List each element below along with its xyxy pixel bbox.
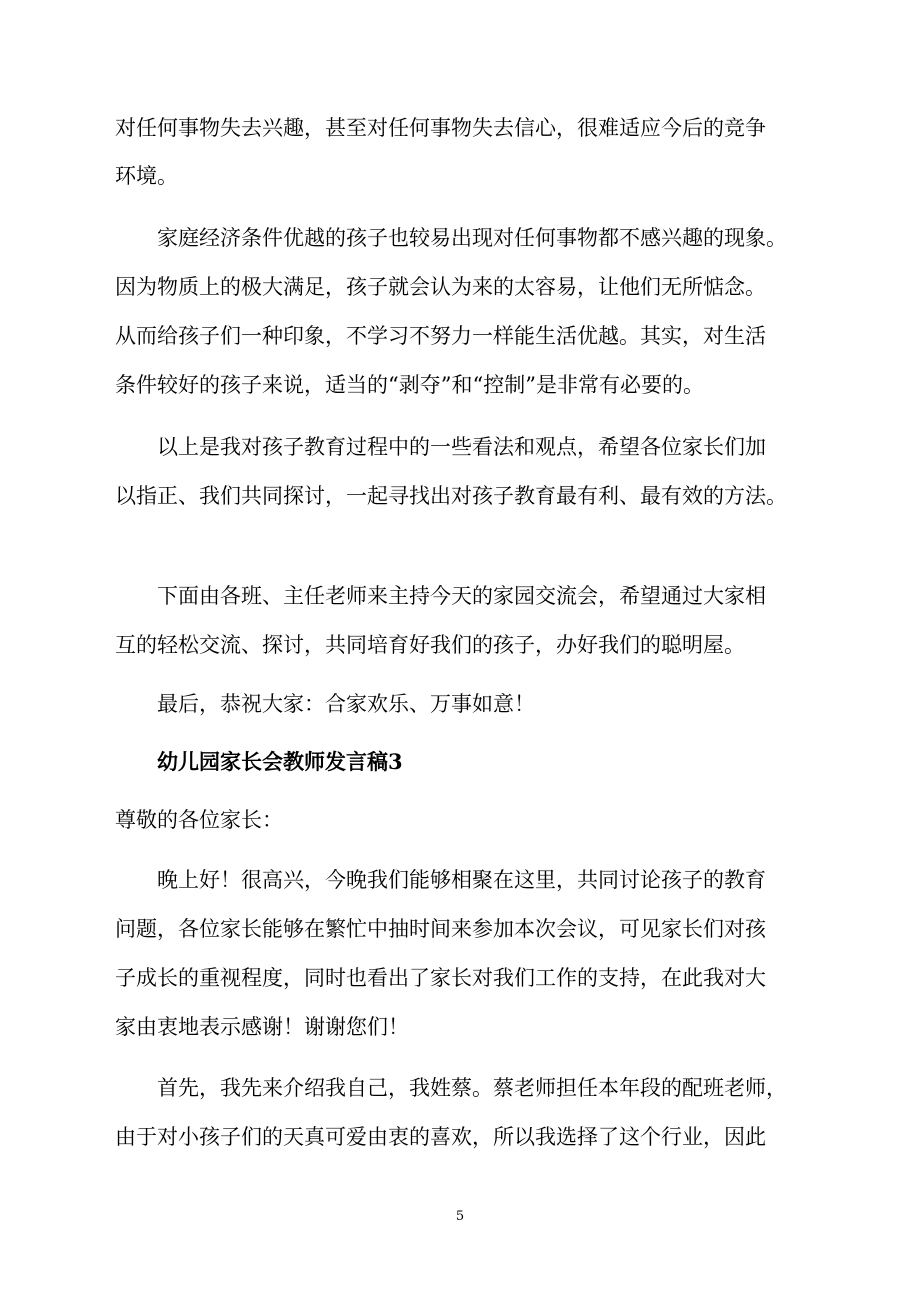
paragraph-line: 环境。 [115,164,178,188]
paragraph-line: 晚上好！很高兴，今晚我们能够相聚在这里，共同讨论孩子的教育 [157,868,766,892]
paragraph-line: 家庭经济条件优越的孩子也较易出现对任何事物都不感兴趣的现象。 [157,226,787,250]
paragraph-line: 从而给孩子们一种印象，不学习不努力一样能生活优越。其实，对生活 [115,324,766,348]
paragraph-line: 因为物质上的极大满足，孩子就会认为来的太容易，让他们无所惦念。 [115,275,766,299]
section-heading: 幼儿园家长会教师发言稿3 [157,749,403,774]
paragraph-line: 下面由各班、主任老师来主持今天的家园交流会，希望通过大家相 [157,584,766,608]
paragraph-line: 条件较好的孩子来说，适当的“剥夺”和“控制”是非常有必要的。 [115,373,704,397]
paragraph-line: 对任何事物失去兴趣，甚至对任何事物失去信心，很难适应今后的竞争 [115,116,766,140]
closing-greeting: 最后，恭祝大家：合家欢乐、万事如意！ [157,692,535,716]
paragraph-line: 家由衷地表示感谢！谢谢您们！ [115,1015,409,1039]
paragraph-line: 首先，我先来介绍我自己，我姓蔡。蔡老师担任本年段的配班老师， [157,1076,787,1100]
page-number: 5 [455,1209,465,1224]
salutation: 尊敬的各位家长： [115,808,283,832]
paragraph-line: 子成长的重视程度，同时也看出了家长对我们工作的支持，在此我对大 [115,966,766,990]
paragraph-line: 以指正、我们共同探讨，一起寻找出对孩子教育最有利、最有效的方法。 [115,484,787,508]
paragraph-line: 由于对小孩子们的天真可爱由衷的喜欢，所以我选择了这个行业，因此 [115,1125,766,1149]
paragraph-line: 互的轻松交流、探讨，共同培育好我们的孩子，办好我们的聪明屋。 [115,633,745,657]
paragraph-line: 问题，各位家长能够在繁忙中抽时间来参加本次会议，可见家长们对孩 [115,917,766,941]
paragraph-line: 以上是我对孩子教育过程中的一些看法和观点，希望各位家长们加 [157,435,766,459]
